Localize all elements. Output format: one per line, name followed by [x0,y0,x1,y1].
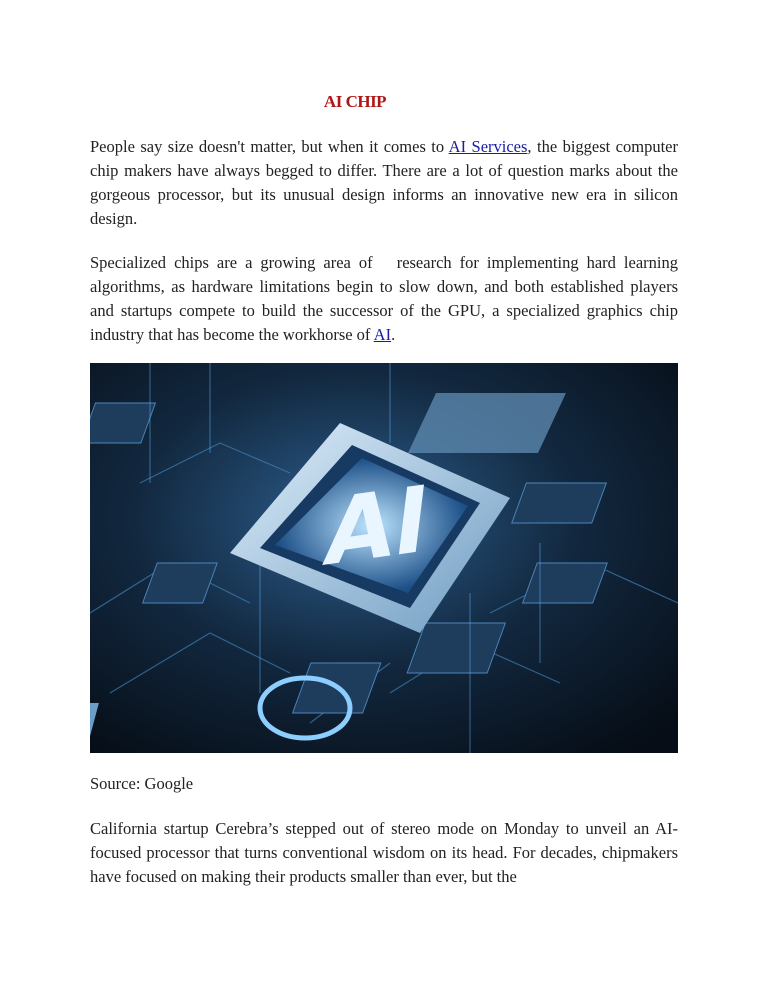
paragraph-text: . [391,325,396,344]
ai-services-link[interactable]: AI Services [448,137,528,156]
ai-link[interactable]: AI [373,325,392,344]
paragraph-text: People say size doesn't matter, but when it comes to [90,137,449,156]
image-caption: Source: Google [90,774,194,793]
paragraph-text: , the biggest computer chip makers have always begged to differ. There are a lot of question marks about the gorgeous processor, but its unusual design informs an innovative new era in silicon design. [90,137,678,228]
paragraph-specialized-chips [90,251,683,347]
ai-chip-image [90,363,678,753]
paragraph-cerebras: California startup Cerebra’s stepped out of stereo mode on Monday to unveil an AI-focused processor that turns conventional wisdom on its head. For decades, chipmakers have focused on making their products smaller than ever, but the [90,819,678,886]
document-title: AI CHIP [323,92,387,111]
chip-ai-label: AI [319,464,435,588]
paragraph-intro [90,135,678,231]
paragraph-text: Specialized chips are a growing area of research for implementing hard learning algorithms, as hardware limitations begin to slow down, and both established players and startups compete to build the successor of the GPU, a specialized graphics chip industry that has become the workhorse of [90,253,683,344]
